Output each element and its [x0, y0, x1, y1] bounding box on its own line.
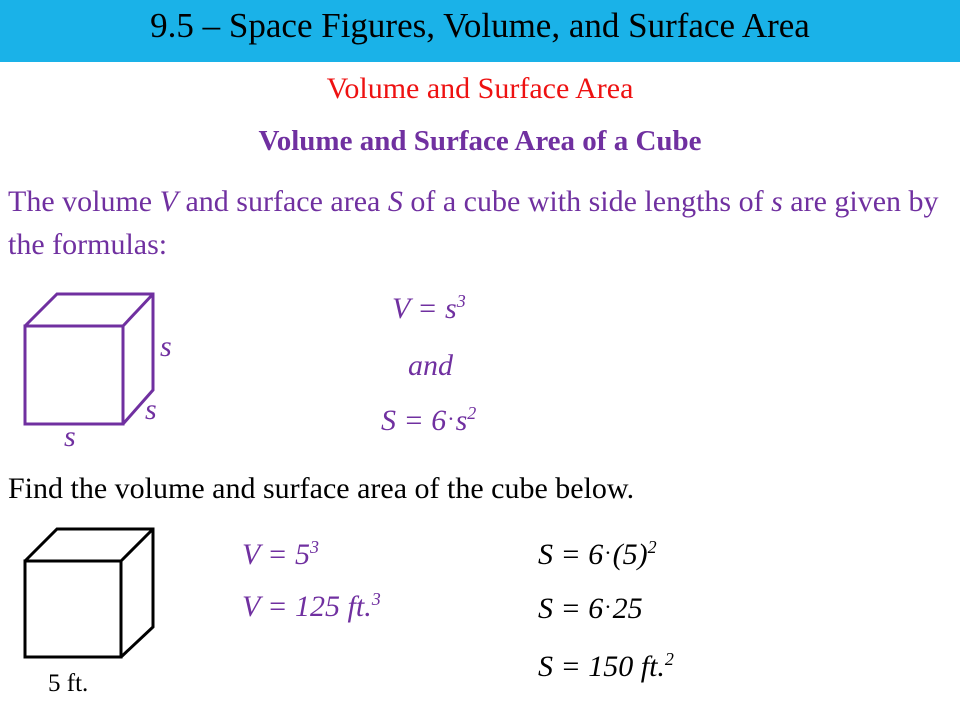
solution-volume-step1-base: V = 5: [242, 538, 311, 571]
intro-text-3: of a cube with side lengths of: [402, 185, 772, 218]
cube1-top-right-edge: [123, 294, 153, 326]
surface-formula-dot: ·: [447, 406, 455, 431]
solution-volume-result-exponent: 3: [371, 589, 381, 609]
solution-surface-step1-rest: (5): [612, 538, 648, 571]
cube1-width-label: s: [64, 420, 76, 453]
section-heading: Volume and Surface Area of a Cube: [258, 125, 702, 157]
solution-surface-step1-dot: ·: [604, 540, 612, 565]
cube2-top-right-edge: [121, 529, 153, 561]
exercise-prompt: Find the volume and surface area of the cube below.: [8, 472, 635, 505]
surface-formula-exponent: 2: [467, 403, 477, 423]
formula-and: and: [408, 349, 453, 382]
volume-formula-exponent: 3: [456, 291, 466, 311]
solution-surface-result-exponent: 2: [664, 649, 674, 669]
slide-title: 9.5 – Space Figures, Volume, and Surface Area: [150, 6, 810, 45]
cube1-height-label: s: [160, 330, 172, 363]
intro-text-2: and surface area: [177, 185, 388, 218]
solution-volume-step1-exponent: 3: [310, 537, 320, 557]
intro-text-1: The volume: [8, 185, 160, 218]
slide-subtitle: Volume and Surface Area: [326, 72, 634, 105]
cube1-front-face: [25, 326, 123, 424]
solution-surface-step1: [538, 538, 657, 572]
solution-surface-step2-dot: ·: [604, 594, 612, 619]
cube-diagram-purple: [20, 290, 160, 430]
solution-volume-result-base: V = 125 ft.: [242, 590, 372, 623]
solution-surface-result: [538, 650, 674, 684]
surface-formula-var: s: [455, 404, 468, 437]
solution-surface-step1-exponent: 2: [647, 537, 657, 557]
cube2-side-label: 5 ft.: [48, 670, 89, 697]
surface-area-formula: [381, 404, 476, 438]
solution-surface-step1-lhs: S = 6: [538, 538, 604, 571]
solution-surface-step2-rest: 25: [612, 592, 643, 625]
volume-formula-base: V = s: [392, 292, 457, 325]
intro-var-v: V: [159, 185, 178, 218]
cube1-depth-label: s: [145, 393, 157, 426]
volume-formula: [392, 292, 466, 326]
cube-diagram-black: [20, 525, 160, 665]
solution-volume-result: [242, 590, 381, 624]
intro-paragraph: [8, 180, 953, 266]
solution-surface-step2-lhs: S = 6: [538, 592, 604, 625]
solution-surface-step2: [538, 592, 643, 626]
surface-formula-lhs: S = 6: [381, 404, 447, 437]
intro-var-s: s: [771, 185, 783, 218]
intro-text-4: are given by the formulas:: [8, 185, 939, 261]
intro-var-s-upper: S: [387, 185, 403, 218]
cube2-front-face: [25, 561, 121, 657]
solution-surface-result-base: S = 150 ft.: [538, 650, 665, 683]
solution-volume-step1: [242, 538, 319, 572]
